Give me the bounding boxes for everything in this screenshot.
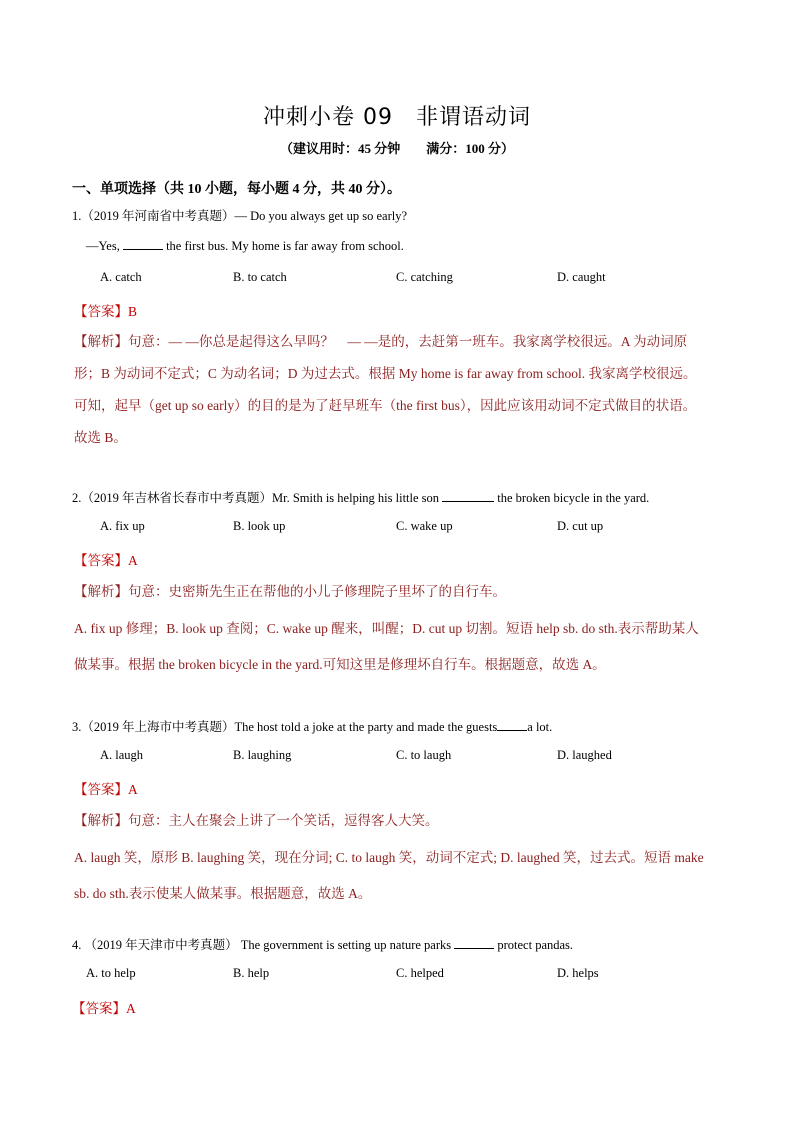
question-1-analysis-line: 【解析】句意：— —你总是起得这么早吗？ — —是的，去赶第一班车。我家离学校很远。A 为动词原: [74, 334, 688, 349]
question-3-analysis-line: A. laugh 笑，原形 B. laughing 笑，现在分词; C. to laugh 笑，动词不定式; D. laughed 笑，过去式。短语 make: [74, 850, 704, 865]
question-1-option-a: A. catch: [100, 270, 142, 284]
question-1-analysis-line: 故选 B。: [74, 430, 127, 445]
question-1-option-d: D. caught: [557, 270, 606, 284]
question-3-analysis-line: sb. do sth.表示使某人做某事。根据题意，故选 A。: [74, 886, 372, 901]
question-4-option-d: D. helps: [557, 966, 599, 980]
question-1-line2-a: —Yes,: [86, 239, 123, 253]
question-2-stem-b: the broken bicycle in the yard.: [494, 491, 650, 505]
question-1-analysis-line: 可知，起早（get up so early）的目的是为了赶早班车（the first bus），因此应该用动词不定式做目的状语。: [74, 398, 697, 413]
question-4-stem-a: 4. （2019 年天津市中考真题） The government is setting up nature parks: [72, 938, 455, 952]
answer-blank: [442, 489, 494, 502]
question-1-analysis-line: 形；B 为动词不定式；C 为动名词；D 为过去式。根据 My home is far away from school. 我家离学校很远。: [74, 366, 697, 381]
question-4-option-c: C. helped: [396, 966, 444, 980]
question-4-stem-b: protect pandas.: [494, 938, 574, 952]
question-2-option-c: C. wake up: [396, 519, 453, 533]
question-4-option-a: A. to help: [86, 966, 136, 980]
question-3-analysis-line: 【解析】句意：主人在聚会上讲了一个笑话，逗得客人大笑。: [74, 813, 439, 828]
question-3-answer: 【答案】A: [74, 782, 138, 797]
question-4-answer: 【答案】A: [72, 1001, 136, 1016]
answer-blank: [497, 718, 527, 731]
question-2-answer: 【答案】A: [74, 553, 138, 568]
question-3-option-a: A. laugh: [100, 748, 144, 762]
question-1-option-b: B. to catch: [233, 270, 287, 284]
question-3-option-c: C. to laugh: [396, 748, 452, 762]
question-1-answer: 【答案】B: [74, 304, 138, 319]
question-3-stem-a: 3.（2019 年上海市中考真题）The host told a joke at the party and made the guests: [72, 720, 498, 734]
question-2-stem: [72, 488, 649, 506]
question-1-line2-b: the first bus. My home is far away from school.: [162, 239, 404, 253]
answer-blank: [454, 936, 494, 949]
question-2-analysis-line: 【解析】句意：史密斯先生正在帮他的小儿子修理院子里坏了的自行车。: [74, 584, 506, 599]
question-4-stem: [72, 935, 573, 953]
question-2-option-a: A. fix up: [100, 519, 145, 533]
question-3-stem: [72, 717, 552, 735]
answer-blank: [123, 237, 163, 250]
question-2-stem-a: 2.（2019 年吉林省长春市中考真题）Mr. Smith is helping his little son: [72, 491, 443, 505]
question-3-stem-b: a lot.: [527, 720, 553, 734]
question-1-line2: [86, 237, 404, 254]
question-4-option-b: B. help: [233, 966, 270, 980]
question-2-analysis-line: A. fix up 修理；B. look up 查阅；C. wake up 醒来，叫醒；D. cut up 切割。短语 help sb. do sth.表示帮助某人: [74, 621, 699, 636]
question-3-option-d: D. laughed: [557, 748, 612, 762]
question-1-stem: 1.（2019 年河南省中考真题）— Do you always get up so early?: [72, 209, 408, 223]
question-2-option-d: D. cut up: [557, 519, 604, 533]
question-3-option-b: B. laughing: [233, 748, 292, 762]
question-1-option-c: C. catching: [396, 270, 453, 284]
question-2-analysis-line: 做某事。根据 the broken bicycle in the yard.可知这里是修理坏自行车。根据题意，故选 A。: [74, 657, 606, 672]
page-subtitle: （建议用时：45 分钟 满分：100 分）: [279, 141, 514, 156]
section-heading: 一、单项选择（共 10 小题，每小题 4 分，共 40 分）。: [72, 182, 401, 197]
question-2-option-b: B. look up: [233, 519, 286, 533]
page-title: 冲刺小卷 09 非谓语动词: [263, 105, 531, 130]
